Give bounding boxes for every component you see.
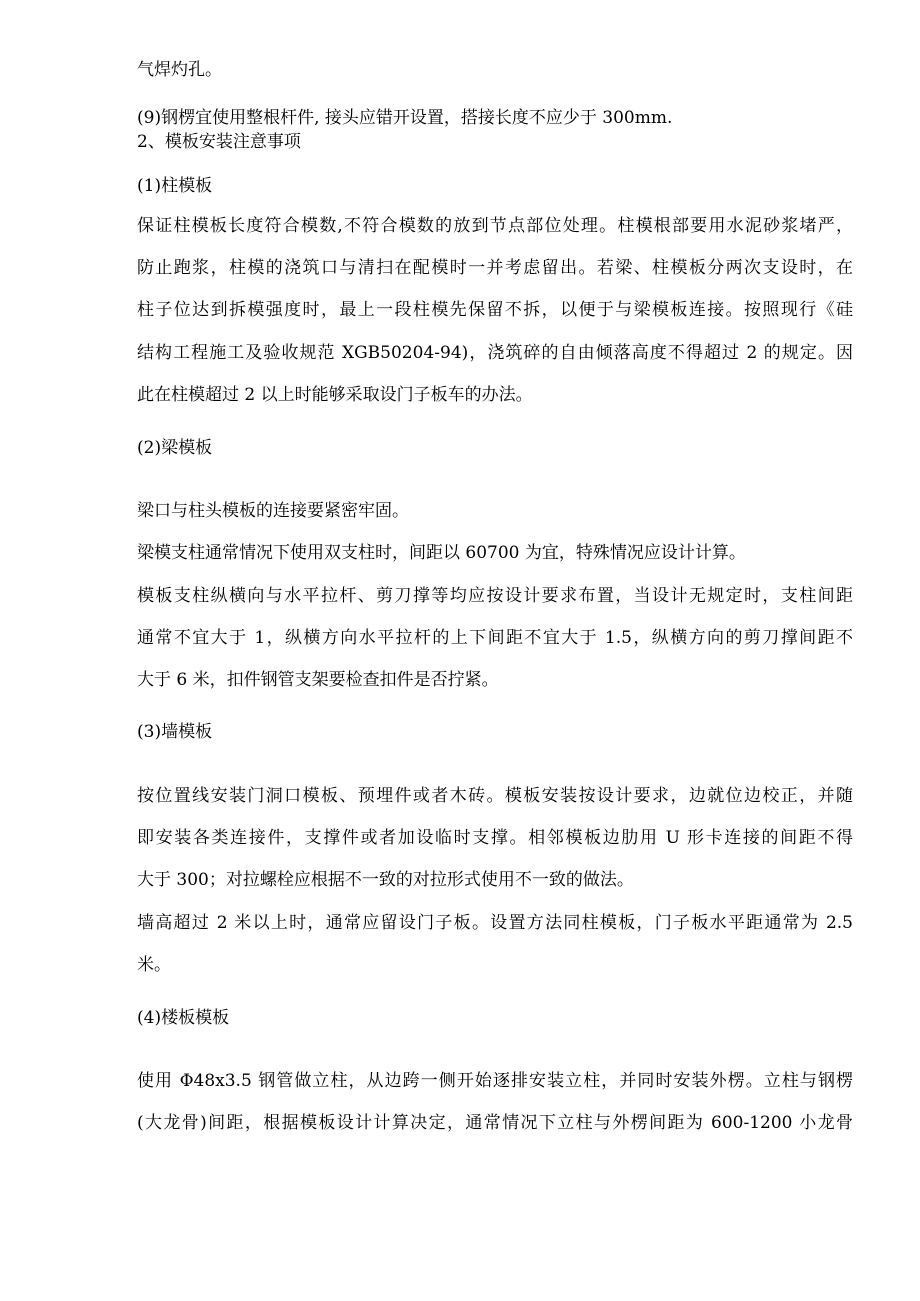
subsection-heading: (3)墙模板 [137,722,213,742]
subsection-heading: (4)楼板模板 [137,1008,230,1028]
paragraph-line: 大于 300；对拉螺栓应根据不一致的对拉形式使用不一致的做法。 [137,870,634,890]
subsection-heading: (1)柱模板 [137,176,213,196]
text-line: 气焊灼孔。 [137,60,222,80]
paragraph-line: 梁口与柱头模板的连接要紧密牢固。 [137,501,409,521]
text-line: (9)钢楞宜使用整根杆件, 接头应错开设置，搭接长度不应少于 300mm. [137,108,673,128]
paragraph-line: 大于 6 米，扣件钢管支架要检查扣件是否拧紧。 [137,670,499,690]
section-heading: 2、模板安装注意事项 [137,132,301,152]
paragraph-line: 防止跑浆，柱模的浇筑口与清扫在配模时一并考虑留出。若梁、柱模板分两次支设时，在 [137,258,853,278]
paragraph-line: 此在柱模超过 2 以上时能够采取设门子板车的办法。 [137,385,533,405]
paragraph-line: 通常不宜大于 1，纵横方向水平拉杆的上下间距不宜大于 1.5，纵横方向的剪刀撑间距不 [137,628,853,648]
paragraph-line: 保证柱模板长度符合模数,不符合模数的放到节点部位处理。柱模根部要用水泥砂浆堵严， [137,216,853,236]
paragraph-line: 使用 Φ48x3.5 钢管做立柱，从边跨一侧开始逐排安装立柱，并同时安装外楞。立柱与钢楞 [137,1071,853,1091]
paragraph-line: 米。 [137,955,171,975]
paragraph-line: 梁模支柱通常情况下使用双支柱时，间距以 60700 为宜，特殊情况应设计计算。 [137,543,746,563]
paragraph-line: (大龙骨)间距，根据模板设计计算决定，通常情况下立柱与外楞间距为 600-1200 小龙骨 [137,1113,853,1133]
paragraph-line: 柱子位达到拆模强度时，最上一段柱模先保留不拆，以便于与梁模板连接。按照现行《硅 [137,300,853,320]
subsection-heading: (2)梁模板 [137,438,213,458]
paragraph-line: 结构工程施工及验收规范 XGB50204-94)，浇筑碎的自由倾落高度不得超过 2 的规定。因 [137,343,853,363]
paragraph-line: 即安装各类连接件，支撑件或者加设临时支撑。相邻模板边肋用 U 形卡连接的间距不得 [137,828,853,848]
paragraph-line: 墙高超过 2 米以上时，通常应留设门子板。设置方法同柱模板，门子板水平距通常为 2.5 [137,913,853,933]
paragraph-line: 按位置线安装门洞口模板、预埋件或者木砖。模板安装按设计要求，边就位边校正，并随 [137,786,853,806]
paragraph-line: 模板支柱纵横向与水平拉杆、剪刀撑等均应按设计要求布置，当设计无规定时，支柱间距 [137,586,853,606]
